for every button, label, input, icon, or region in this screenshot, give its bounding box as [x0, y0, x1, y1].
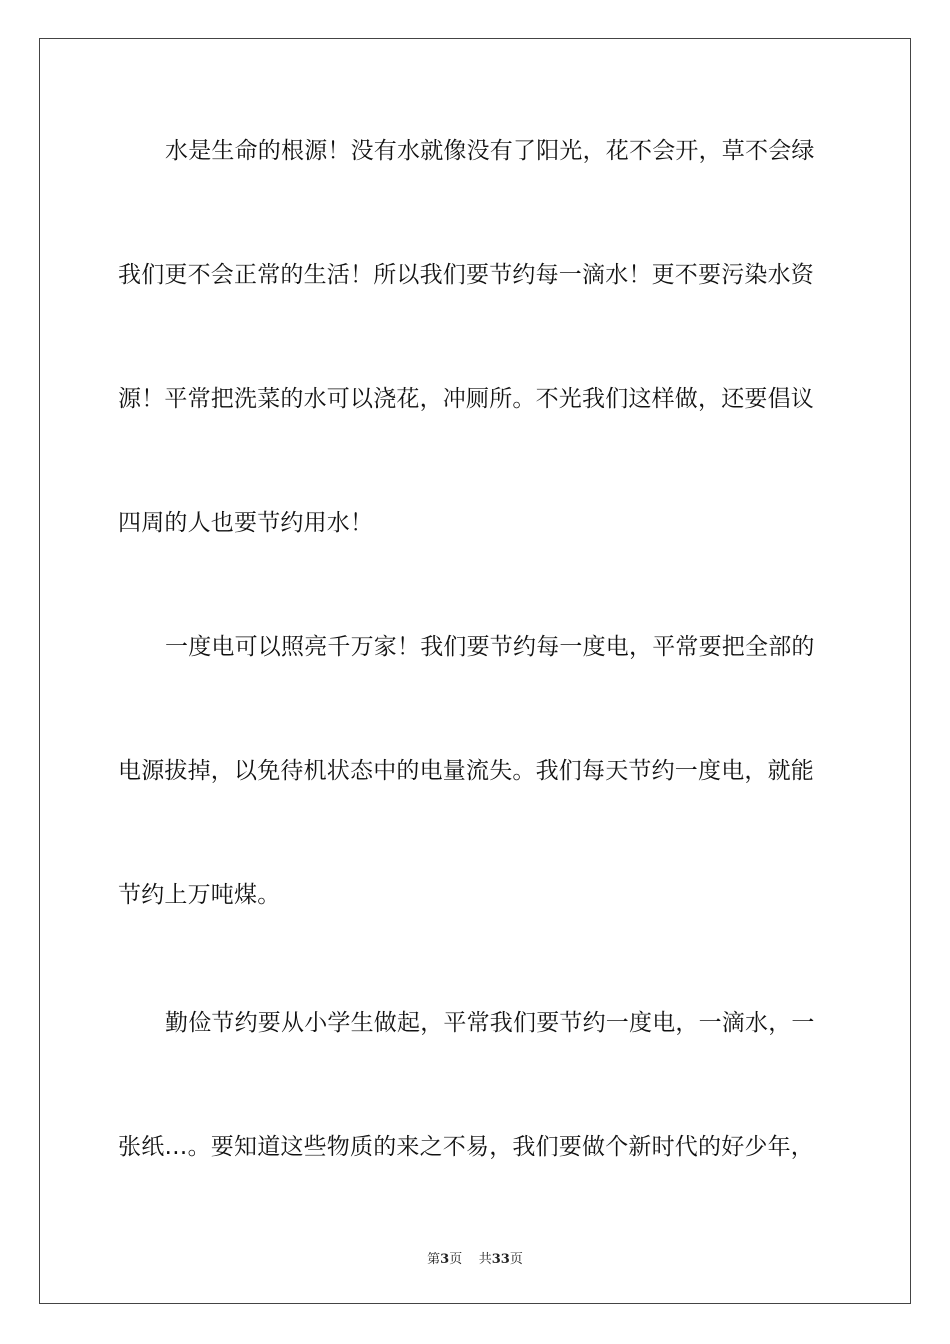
- total-pages: 33: [491, 1252, 510, 1267]
- page-footer: [0, 1248, 950, 1267]
- text-line: 张纸…。要知道这些物质的来之不易，我们要做个新时代的好少年，: [118, 1134, 814, 1160]
- text-line: 四周的人也要节约用水！: [118, 510, 374, 536]
- total-prefix: 共: [478, 1252, 492, 1267]
- text-line: 节约上万吨煤。: [118, 882, 281, 908]
- text-line: 勤俭节约要从小学生做起，平常我们要节约一度电，一滴水，一: [165, 1010, 815, 1036]
- text-line: 我们更不会正常的生活！所以我们要节约每一滴水！更不要污染水资: [118, 262, 814, 288]
- page-suffix: 页: [449, 1252, 463, 1267]
- text-line: 源！平常把洗菜的水可以浇花，冲厕所。不光我们这样做，还要倡议: [118, 386, 814, 412]
- text-line: 水是生命的根源！没有水就像没有了阳光，花不会开，草不会绿: [165, 138, 815, 164]
- text-line: 一度电可以照亮千万家！我们要节约每一度电，平常要把全部的: [165, 634, 815, 660]
- total-suffix: 页: [509, 1252, 523, 1267]
- page-number: 3: [440, 1252, 450, 1267]
- page-prefix: 第: [427, 1252, 441, 1267]
- page-frame: [39, 38, 911, 1304]
- text-line: 电源拔掉，以免待机状态中的电量流失。我们每天节约一度电，就能: [118, 758, 814, 784]
